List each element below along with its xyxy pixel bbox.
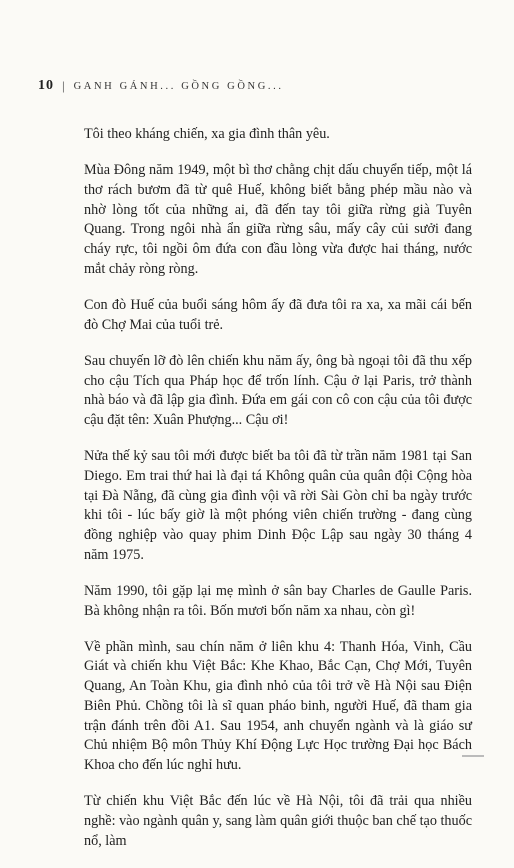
running-title: GANH GÁNH... GỒNG GỒNG... <box>73 80 284 92</box>
paragraph: Con đò Huế của buổi sáng hôm ấy đã đưa tôi ra xa, xa mãi cái bến đò Chợ Mai của tuổi trẻ. <box>84 296 472 333</box>
header-separator: | <box>62 78 65 93</box>
paragraph: Về phần mình, sau chín năm ở liên khu 4: Thanh Hóa, Vinh, Cầu Giát và chiến khu Việt Bắc: Khe Khao, Bắc Cạn, Chợ Mới, Tuyên Quang, An Toàn Khu, gia đình nhỏ của tôi trở về Hà Nội sau Điện Biên Phủ. Chồng tôi là sĩ quan pháo binh, người Huế, đã tham gia trận đánh trên đồi A1. Sau 1954, anh chuyển ngành và là giáo sư Chủ nhiệm Bộ môn Thủy Khí Động Lực Học trường Đại học Bách Khoa cho đến lúc nghỉ hưu. <box>84 638 472 773</box>
paragraph: Từ chiến khu Việt Bắc đến lúc về Hà Nội, tôi đã trải qua nhiều nghề: vào ngành quân y, sang làm quân giới thuộc ban chế tạo thuốc nổ, làm <box>84 793 472 849</box>
page-number: 10 <box>38 78 54 93</box>
paragraph: Mùa Đông năm 1949, một bì thơ chằng chịt dấu chuyển tiếp, một lá thơ rách bươm đã từ quê Huế, không biết bằng phép mầu nào và nhờ lòng tốt của những ai, đã đến tay tôi giữa rừng già Tuyên Quang. Trong ngôi nhà ẩn giữa rừng sâu, mấy cây củi sưởi đang cháy rực, tôi ngồi ôm đứa con đầu lòng vừa được hai tháng, nước mắt chảy ròng ròng. <box>84 162 472 277</box>
body-text <box>84 125 472 868</box>
paragraph: Sau chuyến lỡ đò lên chiến khu năm ấy, ông bà ngoại tôi đã thu xếp cho cậu Tích qua Pháp học để trốn lính. Cậu ở lại Paris, trở thành nhà báo và đã lập gia đình. Đứa em gái con cô con cậu của tôi được cậu đặt tên: Xuân Phượng... Cậu ơi! <box>84 352 472 428</box>
page-header <box>38 78 284 94</box>
paragraph: Năm 1990, tôi gặp lại mẹ mình ở sân bay Charles de Gaulle Paris. Bà không nhận ra tôi. Bốn mươi bốn năm xa nhau, còn gì! <box>84 582 472 619</box>
paragraph: Tôi theo kháng chiến, xa gia đình thân yêu. <box>84 126 330 142</box>
paragraph: Nửa thế kỷ sau tôi mới được biết ba tôi đã từ trần năm 1981 tại San Diego. Em trai thứ hai là đại tá Không quân của quân đội Cộng hòa tại Đà Nẵng, đã cùng gia đình vội vã rời Sài Gòn chỉ ba ngày trước khi tôi - lúc bấy giờ là một phóng viên chiến trường - đang cùng đồng nghiệp vào quay phim Dinh Độc Lập sau ngày 30 tháng 4 năm 1975. <box>84 448 472 563</box>
page-corner-mark <box>462 755 484 757</box>
